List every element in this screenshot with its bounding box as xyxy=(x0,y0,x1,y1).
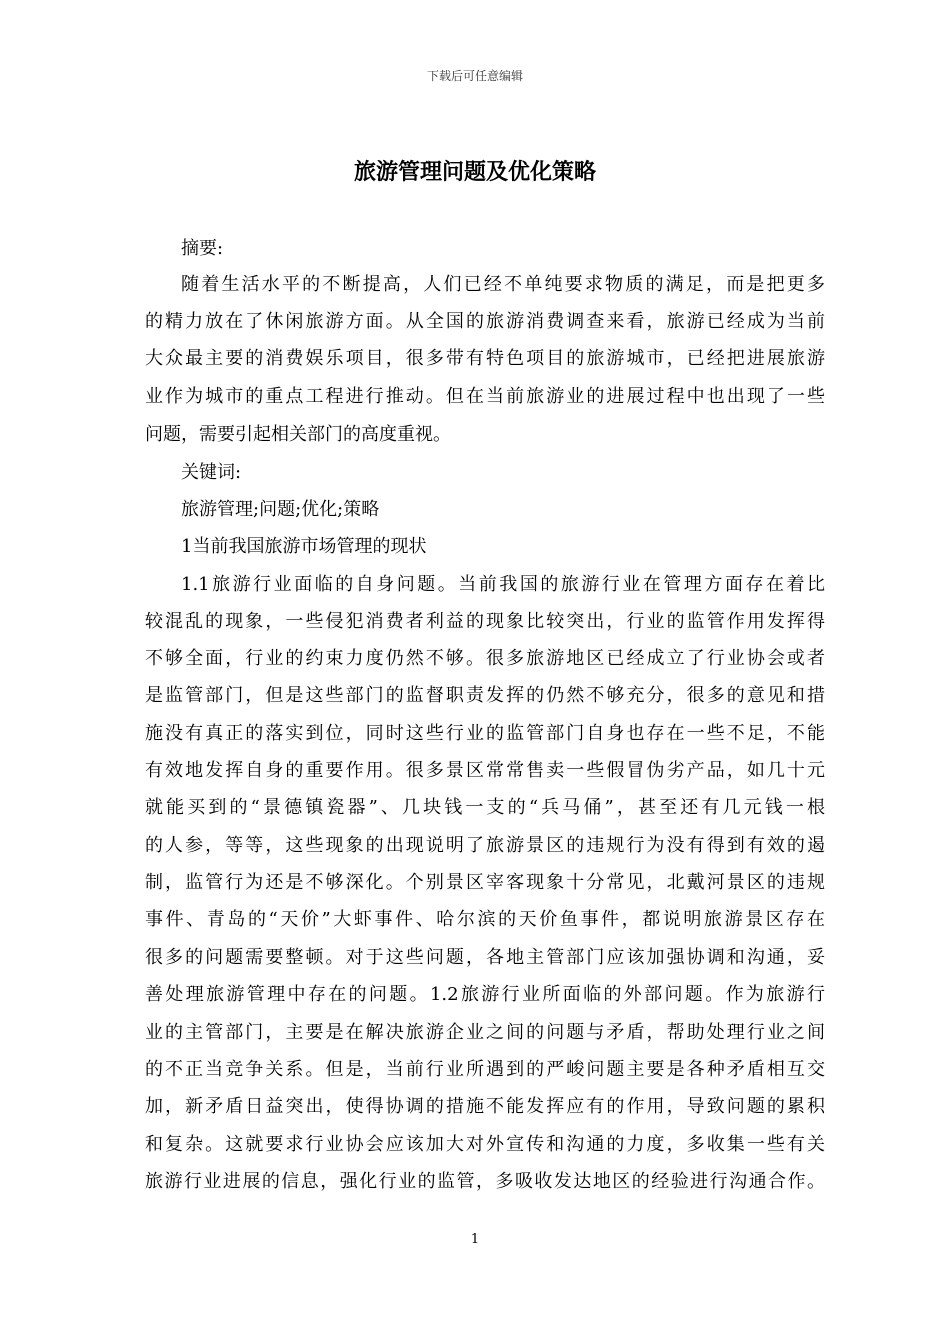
body-line: 1.1旅游行业面临的自身问题。当前我国的旅游行业在管理方面存在着比 xyxy=(181,574,825,595)
body-line: 很多的问题需要整顿。对于这些问题，各地主管部门应该加强协调和沟通，妥 xyxy=(145,947,825,968)
abstract-line: 业作为城市的重点工程进行推动。但在当前旅游业的进展过程中也出现了一些 xyxy=(145,386,825,407)
body-line: 制，监管行为还是不够深化。个别景区宰客现象十分常见，北戴河景区的违规 xyxy=(145,872,825,893)
section-heading: 1当前我国旅游市场管理的现状 xyxy=(181,536,427,557)
body-line: 的人参，等等，这些现象的出现说明了旅游景区的违规行为没有得到有效的遏 xyxy=(145,835,825,856)
body-line: 有效地发挥自身的重要作用。很多景区常常售卖一些假冒伪劣产品，如几十元 xyxy=(145,760,825,781)
body-line: 是监管部门，但是这些部门的监督职责发挥的仍然不够充分，很多的意见和措 xyxy=(145,685,825,706)
keywords-list: 旅游管理;问题;优化;策略 xyxy=(181,499,380,520)
body-line: 施没有真正的落实到位，同时这些行业的监管部门自身也存在一些不足，不能 xyxy=(145,723,825,744)
abstract-line: 随着生活水平的不断提高，人们已经不单纯要求物质的满足，而是把更多 xyxy=(181,274,825,295)
abstract-line: 的精力放在了休闲旅游方面。从全国的旅游消费调查来看，旅游已经成为当前 xyxy=(145,311,825,332)
body-line: 业的主管部门，主要是在解决旅游企业之间的问题与矛盾，帮助处理行业之间 xyxy=(145,1022,825,1043)
body-line: 和复杂。这就要求行业协会应该加大对外宣传和沟通的力度，多收集一些有关 xyxy=(145,1134,825,1155)
abstract-line: 大众最主要的消费娱乐项目，很多带有特色项目的旅游城市，已经把进展旅游 xyxy=(145,348,825,369)
header-note: 下载后可任意编辑 xyxy=(426,69,523,83)
body-line: 善处理旅游管理中存在的问题。1.2旅游行业所面临的外部问题。作为旅游行 xyxy=(145,984,825,1005)
body-line: 加，新矛盾日益突出，使得协调的措施不能发挥应有的作用，导致问题的累积 xyxy=(145,1096,825,1117)
body-line: 就能买到的“景德镇瓷器”、几块钱一支的“兵马俑”，甚至还有几元钱一根 xyxy=(145,797,825,818)
document-title: 旅游管理问题及优化策略 xyxy=(353,159,596,185)
body-line: 不够全面，行业的约束力度仍然不够。很多旅游地区已经成立了行业协会或者 xyxy=(145,648,825,669)
abstract-line: 问题，需要引起相关部门的高度重视。 xyxy=(145,424,451,445)
body-line: 较混乱的现象，一些侵犯消费者利益的现象比较突出，行业的监管作用发挥得 xyxy=(145,611,825,632)
keywords-heading: 关键词: xyxy=(181,462,242,483)
body-line: 旅游行业进展的信息，强化行业的监管，多吸收发达地区的经验进行沟通合作。 xyxy=(145,1171,825,1192)
body-line: 的不正当竞争关系。但是，当前行业所遇到的严峻问题主要是各种矛盾相互交 xyxy=(145,1059,825,1080)
body-line: 事件、青岛的“天价”大虾事件、哈尔滨的天价鱼事件，都说明旅游景区存在 xyxy=(145,909,825,930)
page-number: 1 xyxy=(470,1232,480,1247)
abstract-heading: 摘要: xyxy=(181,238,224,259)
